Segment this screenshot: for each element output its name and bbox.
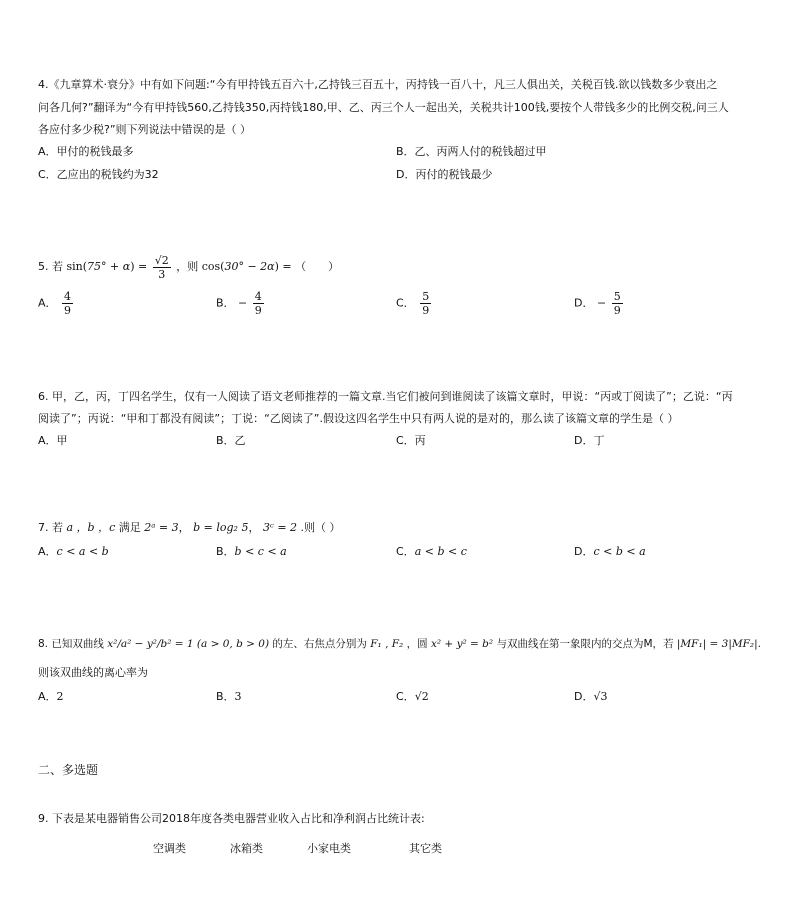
q7-cond1: 2ᵃ = 3	[144, 521, 179, 534]
q8-stem-line2: 则该双曲线的离心率为	[38, 666, 148, 679]
q8-circle-pre: ，圆	[406, 638, 428, 650]
q4-option-c: C．乙应出的税钱约为32	[38, 168, 159, 181]
q7-vars: a ，b ，c	[66, 521, 116, 534]
q8-circle-post: 与双曲线在第一象限内的交点为M，若	[496, 638, 674, 650]
q5-option-a	[38, 290, 75, 317]
section-heading-multiple-choice: 二、多选题	[38, 763, 99, 777]
q8-hyperbola: x²/a² − y²/b² = 1 (a > 0, b > 0)	[107, 638, 270, 650]
q7-option-d: D．c < b < a	[574, 545, 646, 558]
q5-option-b-fraction: $\frac{4}{9}$	[254, 290, 262, 317]
q4-stem-line2: 问各几何?”翻译为“今有甲持钱560,乙持钱350,丙持钱180,甲、乙、丙三个人一起出关，关税共计100钱,要按个人带钱多少的比例交税,问三人	[38, 101, 729, 114]
q5-rhs-fraction	[153, 254, 171, 281]
q5-sin-arg: 75° + α	[87, 260, 131, 273]
q8-foci: F₁ , F₂	[370, 638, 404, 650]
q7-option-b: B．b < c < a	[216, 545, 287, 558]
q5-tail: = （ ）	[282, 260, 340, 273]
q6-stem-line1: 6. 甲，乙，丙，丁四名学生，仅有一人阅读了语文老师推荐的一篇文章.当它们被问到谁阅读了该篇文章时，甲说：“丙或丁阅读了”；乙说：“丙	[38, 390, 733, 403]
q8-stem-line1: 8. 已知双曲线 x²/a² − y²/b² = 1 (a > 0, b > 0) 的左、右焦点分别为 F₁ , F₂ ，圆 x² + y² = b² 与双曲线在第一象限内的交点为M，若 |MF₁| = 3|MF₂|.	[38, 638, 762, 650]
q8-option-a: A．2	[38, 690, 64, 703]
q4-option-d: D．丙付的税钱最少	[396, 168, 493, 181]
q6-option-d: D．丁	[574, 434, 605, 447]
q7-cond2: b = log₂ 5	[193, 521, 249, 534]
q5-option-b: B． − $\frac{4}{9}$	[216, 290, 262, 317]
q6-option-b: B．乙	[216, 434, 246, 447]
q5-rhs-num: √2	[154, 253, 169, 267]
q5-cos-arg: 30° − 2α	[224, 260, 275, 273]
q7-stem: 7. 若 a ，b ，c 满足 2ᵃ = 3， b = log₂ 5， 3ᶜ = 2 .则（ ）	[38, 521, 341, 534]
q5-option-a-label: A．	[38, 296, 57, 310]
q5-then: ，则	[176, 260, 199, 273]
q8-option-b: B．3	[216, 690, 242, 703]
q8-mid: 的左、右焦点分别为	[272, 638, 367, 650]
q8-option-d: D．√3	[574, 690, 608, 703]
q6-stem-line2: 阅读了”；丙说：“甲和丁都没有阅读”；丁说：“乙阅读了”.假设这四名学生中只有两人说的是对的，那么读了该篇文章的学生是（ ）	[38, 412, 679, 425]
q7-end: .则（ ）	[300, 521, 341, 534]
q5-cos: cos	[201, 260, 221, 273]
q8-option-c: C．√2	[396, 690, 429, 703]
q7-prefix: 7. 若	[38, 521, 63, 534]
q9-table-header-small-appliance: 小家电类	[307, 842, 351, 855]
q9-stem: 9. 下表是某电器销售公司2018年度各类电器营业收入占比和净利润占比统计表:	[38, 812, 425, 825]
q5-sin: sin	[66, 260, 83, 273]
q7-cond3: 3ᶜ = 2	[262, 521, 298, 534]
q5-option-a-fraction: $\frac{4}{9}$	[64, 290, 72, 317]
q4-stem-line1: 4.《九章算术·衰分》中有如下问题:“今有甲持钱五百六十,乙持钱三百五十，丙持钱一百八十，凡三人俱出关，关税百钱.欲以钱数多少衰出之	[38, 78, 718, 91]
q9-table-header-other: 其它类	[409, 842, 442, 855]
q5-option-b-label: B．	[216, 296, 235, 310]
q7-satisfy: 满足	[118, 521, 141, 534]
q4-option-a: A．甲付的税钱最多	[38, 145, 134, 158]
q4-option-b: B．乙、丙两人付的税钱超过甲	[396, 145, 547, 158]
q5-prefix: 5. 若	[38, 260, 63, 273]
q8-condition: |MF₁| = 3|MF₂|	[676, 638, 758, 650]
q5-option-d: D． − $\frac{5}{9}$	[574, 290, 621, 317]
q4-stem-line3: 各应付多少税?”则下列说法中错误的是（ ）	[38, 123, 252, 136]
q5-stem: 5. 若 sin(75° + α) = $\frac{√2}{3}$ ，则 cos(30° − 2α) = （ ）	[38, 253, 340, 281]
q6-option-a: A．甲	[38, 434, 68, 447]
q6-option-c: C．丙	[396, 434, 426, 447]
q7-option-c: C．a < b < c	[396, 545, 467, 558]
q8-circle: x² + y² = b²	[430, 638, 494, 650]
q5-option-c-label: C．	[396, 296, 415, 310]
q9-table-header-fridge: 冰箱类	[230, 842, 263, 855]
q8-prefix: 8. 已知双曲线	[38, 638, 104, 650]
q7-option-a: A．c < a < b	[38, 545, 109, 558]
q5-option-d-fraction: $\frac{5}{9}$	[613, 290, 621, 317]
q5-option-d-label: D．	[574, 296, 594, 310]
q5-option-c-fraction: $\frac{5}{9}$	[422, 290, 430, 317]
q5-option-c	[396, 290, 433, 317]
q5-rhs-den: 3	[158, 267, 166, 281]
q9-table-header-ac: 空调类	[153, 842, 186, 855]
